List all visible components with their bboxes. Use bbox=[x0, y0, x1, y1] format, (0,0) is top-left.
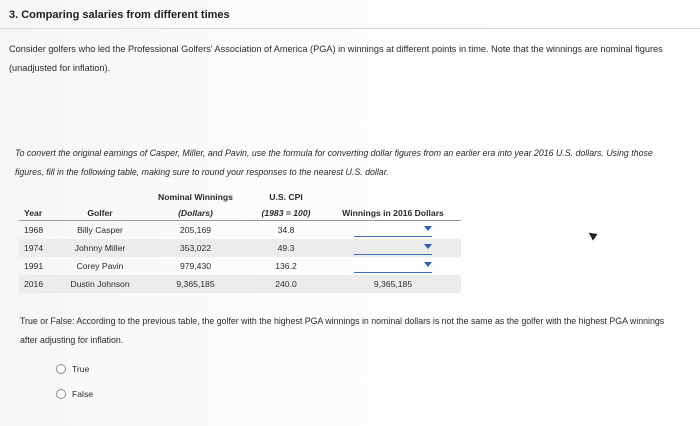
row-cpi: 49.3 bbox=[247, 239, 325, 257]
option-false-label: False bbox=[72, 389, 94, 399]
row-cpi: 136.2 bbox=[275, 261, 297, 271]
row-golfer: Dustin Johnson bbox=[56, 275, 144, 293]
row-nominal: 979,430 bbox=[179, 261, 212, 271]
winnings-table bbox=[19, 187, 461, 293]
mouse-cursor-icon bbox=[586, 229, 597, 240]
row-year: 1968 bbox=[24, 225, 44, 235]
row-year: 1991 bbox=[24, 261, 44, 271]
row-nominal: 9,365,185 bbox=[144, 275, 247, 293]
chevron-down-icon bbox=[424, 244, 432, 249]
header-nominal-winnings: Nominal Winnings bbox=[158, 192, 233, 202]
header-cpi-base: (1983 = 100) bbox=[247, 202, 325, 221]
winnings-2016-dropdown-miller[interactable] bbox=[354, 242, 432, 255]
instructions-paragraph: To convert the original earnings of Casper, Miller, and Pavin, use the formula for converting dollar figures from an earlier era into year 2016 U.S. dollars. Using those figures, fill in the following table, making sure to round your responses to the nearest U.S. dollar. bbox=[15, 148, 653, 177]
row-cpi: 240.0 bbox=[247, 275, 325, 293]
table-row bbox=[19, 221, 461, 240]
header-us-cpi: U.S. CPI bbox=[269, 192, 303, 202]
row-cpi: 34.8 bbox=[277, 225, 295, 235]
header-winnings-2016: Winnings in 2016 Dollars bbox=[325, 202, 461, 221]
chevron-down-icon bbox=[424, 226, 432, 231]
radio-true[interactable] bbox=[56, 364, 66, 374]
radio-false[interactable] bbox=[56, 389, 66, 399]
option-true[interactable] bbox=[56, 364, 89, 374]
row-nominal: 353,022 bbox=[144, 239, 247, 257]
winnings-2016-dropdown-pavin[interactable] bbox=[354, 260, 432, 273]
row-golfer: Billy Casper bbox=[77, 225, 123, 235]
title-divider bbox=[0, 28, 700, 29]
question-title: 3. Comparing salaries from different times bbox=[9, 9, 230, 21]
option-true-label: True bbox=[72, 364, 90, 374]
row-year: 2016 bbox=[19, 275, 56, 293]
row-golfer: Corey Pavin bbox=[76, 261, 124, 271]
row-golfer: Johnny Miller bbox=[56, 239, 144, 257]
header-year: Year bbox=[19, 202, 56, 221]
table-row bbox=[19, 257, 461, 275]
row-year: 1974 bbox=[19, 239, 56, 257]
row-winnings-2016: 9,365,185 bbox=[325, 275, 461, 293]
winnings-2016-dropdown-casper[interactable] bbox=[354, 224, 432, 237]
header-nominal-units: (Dollars) bbox=[144, 202, 247, 221]
header-golfer: Golfer bbox=[56, 202, 144, 221]
true-false-question: True or False: According to the previous table, the golfer with the highest PGA winnings in nominal dollars is not the same as the golfer with the highest PGA winnings after adjusting for inflation. bbox=[20, 316, 665, 345]
option-false[interactable] bbox=[56, 389, 93, 399]
table-header-row-top bbox=[19, 187, 461, 202]
chevron-down-icon bbox=[424, 262, 432, 267]
intro-paragraph: Consider golfers who led the Professional Golfers' Association of America (PGA) in winnings at different points in time. Note that the winnings are nominal figures (unadjusted for inflation). bbox=[9, 44, 663, 73]
table-row bbox=[19, 239, 461, 257]
table-header-row-bottom bbox=[19, 202, 461, 221]
row-nominal: 205,169 bbox=[179, 225, 212, 235]
table-row bbox=[19, 275, 461, 293]
